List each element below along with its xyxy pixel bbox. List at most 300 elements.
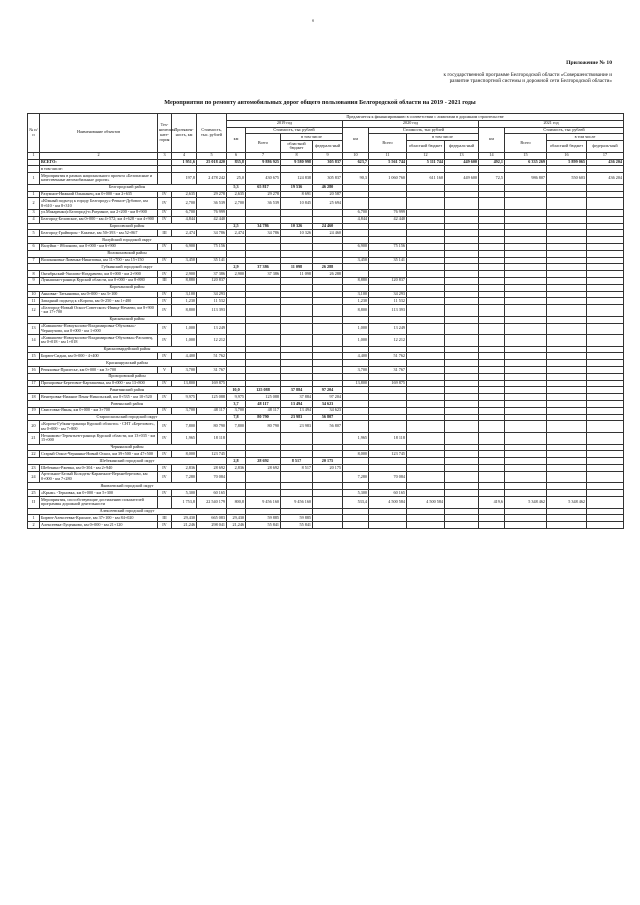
table-cell <box>479 257 505 264</box>
table-cell <box>479 394 505 401</box>
table-cell: 20 175 <box>313 465 343 472</box>
district-subtotal-cell: 5,3 <box>227 184 246 191</box>
object-name-cell: «Камышево-Новоуколово-Владимировка-Обуховка»-Расховец, км 0+018 - км 1+018 <box>40 335 158 347</box>
table-cell: 2,836 <box>227 465 246 472</box>
table-cell: 28 692 <box>197 465 227 472</box>
column-number: 5 <box>197 152 227 159</box>
district-subtotal-cell <box>227 508 246 515</box>
district-subtotal-cell <box>281 508 313 515</box>
empty-cell <box>505 237 547 244</box>
table-cell: 23 <box>28 465 40 472</box>
table-cell: 2,635 <box>227 191 246 198</box>
table-cell: 37 386 <box>246 271 281 278</box>
table-cell <box>587 465 624 472</box>
table-cell: 7,800 <box>172 421 197 433</box>
district-name: Яковлевский городской округ <box>28 483 227 490</box>
district-subtotal-cell <box>227 483 246 490</box>
empty-cell <box>547 387 587 394</box>
table-cell <box>369 198 407 210</box>
table-cell <box>479 277 505 284</box>
table-cell <box>407 277 445 284</box>
table-cell <box>547 465 587 472</box>
table-cell: 7,800 <box>227 421 246 433</box>
table-cell: 5 348 462 <box>547 497 587 509</box>
empty-cell <box>505 360 547 367</box>
table-cell: 533,4 <box>343 497 369 509</box>
district-subtotal-cell <box>313 373 343 380</box>
table-cell <box>587 522 624 529</box>
table-cell: 70 084 <box>369 471 407 483</box>
table-cell: 31 767 <box>369 367 407 374</box>
table-cell <box>587 230 624 237</box>
appendix-title: Приложение № 10 <box>566 60 612 66</box>
empty-cell <box>587 346 624 353</box>
empty-cell <box>407 360 445 367</box>
table-cell: 11 532 <box>369 298 407 305</box>
table-row <box>28 305 624 317</box>
table-row <box>28 433 624 445</box>
table-cell <box>281 209 313 216</box>
table-cell: 3,450 <box>172 257 197 264</box>
object-name-cell: Свистовка-Ямны, км 0+000 - км 3+700 <box>40 407 158 414</box>
empty-cell <box>369 223 407 230</box>
object-name-cell: Анновка- Татьяновка, км 0+000 - км 3+100 <box>40 291 158 298</box>
district-name: Борисовский район <box>28 223 227 230</box>
district-subtotal-cell: 28 692 <box>246 458 281 465</box>
table-cell: 5,300 <box>343 490 369 497</box>
district-subtotal-cell: 48 117 <box>246 401 281 408</box>
district-section-row <box>28 316 624 323</box>
table-cell <box>313 490 343 497</box>
empty-cell <box>505 250 547 257</box>
table-cell: 5 561 744 <box>369 159 407 166</box>
table-cell <box>547 323 587 335</box>
table-cell: 123 745 <box>369 451 407 458</box>
table-cell: 21 <box>28 433 40 445</box>
table-cell: 4,400 <box>172 353 197 360</box>
table-row <box>28 323 624 335</box>
col-km: км <box>227 127 246 152</box>
table-cell <box>445 465 479 472</box>
empty-cell <box>343 387 369 394</box>
table-cell <box>313 380 343 387</box>
table-cell: 13 249 <box>197 323 227 335</box>
col-regional: областной бюджет <box>407 141 445 153</box>
table-cell <box>505 471 547 483</box>
empty-cell <box>587 360 624 367</box>
table-cell <box>547 257 587 264</box>
table-cell <box>479 433 505 445</box>
table-cell: 120 837 <box>369 277 407 284</box>
empty-cell <box>505 373 547 380</box>
table-cell <box>246 305 281 317</box>
table-cell <box>587 277 624 284</box>
district-subtotal-cell <box>227 250 246 257</box>
table-cell: 2 478 242 <box>197 173 227 185</box>
district-subtotal-cell: 20 175 <box>313 458 343 465</box>
object-name-cell: «Крым» -Терновка, км 0+000 - км 5+300 <box>40 490 158 497</box>
district-section-row <box>28 250 624 257</box>
table-cell: 550 603 <box>547 173 587 185</box>
table-cell: 48 117 <box>197 407 227 414</box>
table-cell <box>281 335 313 347</box>
table-cell <box>407 191 445 198</box>
empty-cell <box>479 483 505 490</box>
table-cell <box>246 298 281 305</box>
table-cell: IV <box>158 305 172 317</box>
table-cell: 26 288 <box>313 271 343 278</box>
table-cell <box>281 433 313 445</box>
district-subtotal-cell <box>246 237 281 244</box>
table-cell <box>505 407 547 414</box>
empty-cell <box>343 264 369 271</box>
table-cell <box>407 323 445 335</box>
object-name-cell: Валуйки - Яблоново, км 0+000 - км 6+900 <box>40 243 158 250</box>
table-row <box>28 353 624 360</box>
table-cell <box>227 323 246 335</box>
table-cell <box>407 490 445 497</box>
table-cell <box>547 471 587 483</box>
object-name-cell: Луньшино-граница Курской области, км 0+000 - км 8+880 <box>40 277 158 284</box>
object-name-cell: Разумное-Нижний Ольшанец, км 0+000 - км 2+635 <box>40 191 158 198</box>
empty-cell <box>445 508 479 515</box>
table-cell: 60 165 <box>369 490 407 497</box>
table-cell: IV <box>158 335 172 347</box>
empty-cell <box>369 373 407 380</box>
table-cell: 13 494 <box>281 407 313 414</box>
empty-cell <box>369 458 407 465</box>
table-cell: 29,430 <box>172 515 197 522</box>
empty-cell <box>479 387 505 394</box>
table-cell: 34 293 <box>369 291 407 298</box>
table-row <box>28 471 624 483</box>
table-cell <box>587 433 624 445</box>
table-cell <box>479 323 505 335</box>
table-cell: 37 386 <box>197 271 227 278</box>
table-cell <box>587 191 624 198</box>
table-cell: 14 <box>28 335 40 347</box>
empty-cell <box>479 401 505 408</box>
table-row <box>28 209 624 216</box>
table-cell <box>281 291 313 298</box>
table-cell: 25,0 <box>227 173 246 185</box>
table-cell <box>246 243 281 250</box>
table-cell: 15 <box>28 353 40 360</box>
table-cell <box>343 394 369 401</box>
table-cell <box>246 216 281 223</box>
col-funding: Предлагается к финансированию в соответствии с лимитами в дорожном строительстве <box>227 114 624 121</box>
empty-cell <box>479 184 505 191</box>
table-cell <box>505 380 547 387</box>
empty-cell <box>445 387 479 394</box>
table-cell <box>407 465 445 472</box>
table-cell <box>547 522 587 529</box>
table-cell: 5 348 462 <box>505 497 547 509</box>
col-total: Всего <box>505 134 547 152</box>
district-subtotal-cell: 2,8 <box>227 458 246 465</box>
district-section-row <box>28 264 624 271</box>
table-cell <box>505 298 547 305</box>
table-cell <box>479 490 505 497</box>
table-cell <box>547 291 587 298</box>
district-section-row <box>28 414 624 421</box>
table-cell <box>227 291 246 298</box>
district-subtotal-cell: 80 790 <box>246 414 281 421</box>
table-cell: 76 999 <box>369 209 407 216</box>
table-cell: 55 841 <box>246 522 281 529</box>
table-cell: 1 <box>28 515 40 522</box>
district-subtotal-cell <box>246 284 281 291</box>
table-cell <box>407 407 445 414</box>
table-cell: 1 951,6 <box>172 159 197 166</box>
table-cell: IV <box>158 243 172 250</box>
empty-cell <box>407 458 445 465</box>
empty-cell <box>445 483 479 490</box>
table-cell: 9 886 925 <box>246 159 281 166</box>
table-cell: 492,1 <box>479 159 505 166</box>
table-cell <box>479 271 505 278</box>
empty-cell <box>369 483 407 490</box>
table-cell: 72,5 <box>479 173 505 185</box>
table-cell: 42 440 <box>197 216 227 223</box>
empty-cell <box>407 237 445 244</box>
col-total: Всего <box>246 134 281 152</box>
empty-cell <box>407 401 445 408</box>
table-cell <box>246 335 281 347</box>
table-cell <box>313 323 343 335</box>
table-row <box>28 394 624 401</box>
empty-cell <box>505 184 547 191</box>
table-cell: 9 456 160 <box>246 497 281 509</box>
table-cell <box>505 367 547 374</box>
table-cell <box>343 191 369 198</box>
district-subtotal-cell: 2,5 <box>227 223 246 230</box>
object-name-cell: «Короча-Губкин-граница Курской области» - СНТ «Березовое», км 0+000 - км 7+800 <box>40 421 158 433</box>
table-cell <box>445 421 479 433</box>
district-subtotal-cell <box>281 284 313 291</box>
table-cell <box>547 298 587 305</box>
table-cell <box>445 298 479 305</box>
district-subtotal-cell: 23 983 <box>281 414 313 421</box>
table-cell: 24 <box>28 471 40 483</box>
table-cell <box>227 277 246 284</box>
table-cell: 8,880 <box>172 277 197 284</box>
table-cell <box>313 216 343 223</box>
table-cell <box>505 257 547 264</box>
table-cell: 29 278 <box>246 191 281 198</box>
table-cell <box>587 490 624 497</box>
table-cell: 59 885 <box>246 515 281 522</box>
table-cell <box>479 451 505 458</box>
table-cell <box>172 166 197 173</box>
district-subtotal-cell <box>313 508 343 515</box>
table-cell <box>369 421 407 433</box>
district-name: Краснояружский район <box>28 360 227 367</box>
document-title: Мероприятия по ремонту автомобильных дорог общего пользования Белгородской области на 2019 - 2021 годы <box>164 99 476 106</box>
table-row <box>28 198 624 210</box>
table-cell <box>479 407 505 414</box>
table-cell: IV <box>158 271 172 278</box>
empty-cell <box>445 373 479 380</box>
column-number: 7 <box>246 152 281 159</box>
table-cell: 436 204 <box>587 159 624 166</box>
table-cell: 97 204 <box>313 394 343 401</box>
table-cell <box>505 191 547 198</box>
table-cell: 449 600 <box>445 159 479 166</box>
table-cell <box>227 353 246 360</box>
empty-cell <box>587 387 624 394</box>
table-cell <box>407 257 445 264</box>
table-row <box>28 522 624 529</box>
district-subtotal-cell <box>246 250 281 257</box>
district-subtotal-cell: 10 326 <box>281 223 313 230</box>
table-cell <box>407 451 445 458</box>
table-cell <box>313 335 343 347</box>
table-cell: 4 <box>28 216 40 223</box>
table-cell <box>445 257 479 264</box>
table-cell: 2,900 <box>172 271 197 278</box>
table-cell <box>246 257 281 264</box>
table-cell <box>587 323 624 335</box>
table-cell: IV <box>158 353 172 360</box>
object-name-cell: Мероприятия, способствующие достижению показателей программы дорожной деятельности <box>40 497 158 509</box>
district-subtotal-cell: 7,8 <box>227 414 246 421</box>
table-cell <box>246 209 281 216</box>
table-cell: 11 098 <box>281 271 313 278</box>
table-cell: III <box>158 277 172 284</box>
empty-cell <box>587 373 624 380</box>
district-name: Прохоровский район <box>28 373 227 380</box>
table-cell <box>445 291 479 298</box>
empty-cell <box>479 414 505 421</box>
district-section-row <box>28 184 624 191</box>
object-name-cell: ВСЕГО: <box>40 159 158 166</box>
empty-cell <box>343 316 369 323</box>
table-cell: 80 790 <box>197 421 227 433</box>
district-subtotal-cell: 34 786 <box>246 223 281 230</box>
empty-cell <box>587 264 624 271</box>
district-section-row <box>28 360 624 367</box>
column-number: 3 <box>158 152 172 159</box>
empty-cell <box>505 414 547 421</box>
empty-cell <box>547 237 587 244</box>
district-subtotal-cell <box>313 284 343 291</box>
district-name: Чернянский район <box>28 444 227 451</box>
table-row <box>28 490 624 497</box>
table-cell: 986 807 <box>505 173 547 185</box>
table-cell <box>479 471 505 483</box>
column-number: 9 <box>313 152 343 159</box>
table-cell <box>369 465 407 472</box>
district-subtotal-cell <box>313 360 343 367</box>
table-cell <box>407 166 445 173</box>
table-cell <box>445 271 479 278</box>
table-cell <box>227 490 246 497</box>
object-name-cell: Белгород-Беловское, км 0+000 - км 4+572; км 4+628 - км 4+900 <box>40 216 158 223</box>
empty-cell <box>343 346 369 353</box>
table-cell: 1,230 <box>343 298 369 305</box>
district-subtotal-cell: 65 817 <box>246 184 281 191</box>
empty-cell <box>505 458 547 465</box>
table-cell: 9,975 <box>172 394 197 401</box>
table-cell <box>547 191 587 198</box>
district-subtotal-cell <box>281 250 313 257</box>
empty-cell <box>505 223 547 230</box>
district-section-row <box>28 237 624 244</box>
district-subtotal-cell <box>227 444 246 451</box>
column-number: 8 <box>281 152 313 159</box>
table-cell <box>281 380 313 387</box>
table-cell: 449 600 <box>445 173 479 185</box>
district-subtotal-cell <box>313 237 343 244</box>
table-cell: 60 165 <box>197 490 227 497</box>
table-cell <box>445 394 479 401</box>
table-row <box>28 367 624 374</box>
table-cell <box>479 298 505 305</box>
table-cell: 29 278 <box>197 191 227 198</box>
table-cell <box>587 394 624 401</box>
appendix-line: к государственной программе Белгородской области «Совершенствование и <box>443 71 612 78</box>
empty-cell <box>479 223 505 230</box>
district-subtotal-cell: 125 088 <box>246 387 281 394</box>
table-cell: 4 500 584 <box>369 497 407 509</box>
district-section-row <box>28 223 624 230</box>
table-cell: IV <box>158 471 172 483</box>
table-cell <box>505 216 547 223</box>
table-cell <box>479 353 505 360</box>
table-cell: 5,300 <box>172 490 197 497</box>
col-regional: областной бюджет <box>281 141 313 153</box>
table-cell <box>343 515 369 522</box>
table-cell: 436 204 <box>587 173 624 185</box>
table-cell <box>407 433 445 445</box>
table-cell: 18 118 <box>369 433 407 445</box>
table-row <box>28 335 624 347</box>
table-cell: 1,000 <box>343 323 369 335</box>
table-cell <box>547 277 587 284</box>
table-cell <box>505 243 547 250</box>
table-cell <box>369 407 407 414</box>
table-cell <box>246 323 281 335</box>
table-cell <box>505 305 547 317</box>
table-cell <box>281 305 313 317</box>
table-row <box>28 173 624 185</box>
table-cell: 90,3 <box>343 173 369 185</box>
district-subtotal-cell <box>246 483 281 490</box>
table-cell <box>445 353 479 360</box>
district-subtotal-cell <box>313 250 343 257</box>
empty-cell <box>343 508 369 515</box>
object-name-cell: Репяховка-Прилесье, км 0+000 - км 3+700 <box>40 367 158 374</box>
table-cell <box>227 335 246 347</box>
empty-cell <box>369 401 407 408</box>
col-federal: федераль-ный <box>587 141 624 153</box>
table-cell <box>505 277 547 284</box>
empty-cell <box>369 264 407 271</box>
table-cell <box>197 166 227 173</box>
table-cell: 835,8 <box>227 159 246 166</box>
district-subtotal-cell: 11 098 <box>281 264 313 271</box>
table-cell: III <box>158 515 172 522</box>
object-name-cell: «Камышево-Новоуколово-Владимировка-Обуховка»-Черноучово, км 0+000 - км 1+000 <box>40 323 158 335</box>
col-km: км <box>479 127 505 152</box>
table-cell <box>158 173 172 185</box>
table-cell: IV <box>158 451 172 458</box>
empty-cell <box>445 401 479 408</box>
table-cell <box>587 421 624 433</box>
table-cell <box>445 230 479 237</box>
district-subtotal-cell: 26 288 <box>313 264 343 271</box>
